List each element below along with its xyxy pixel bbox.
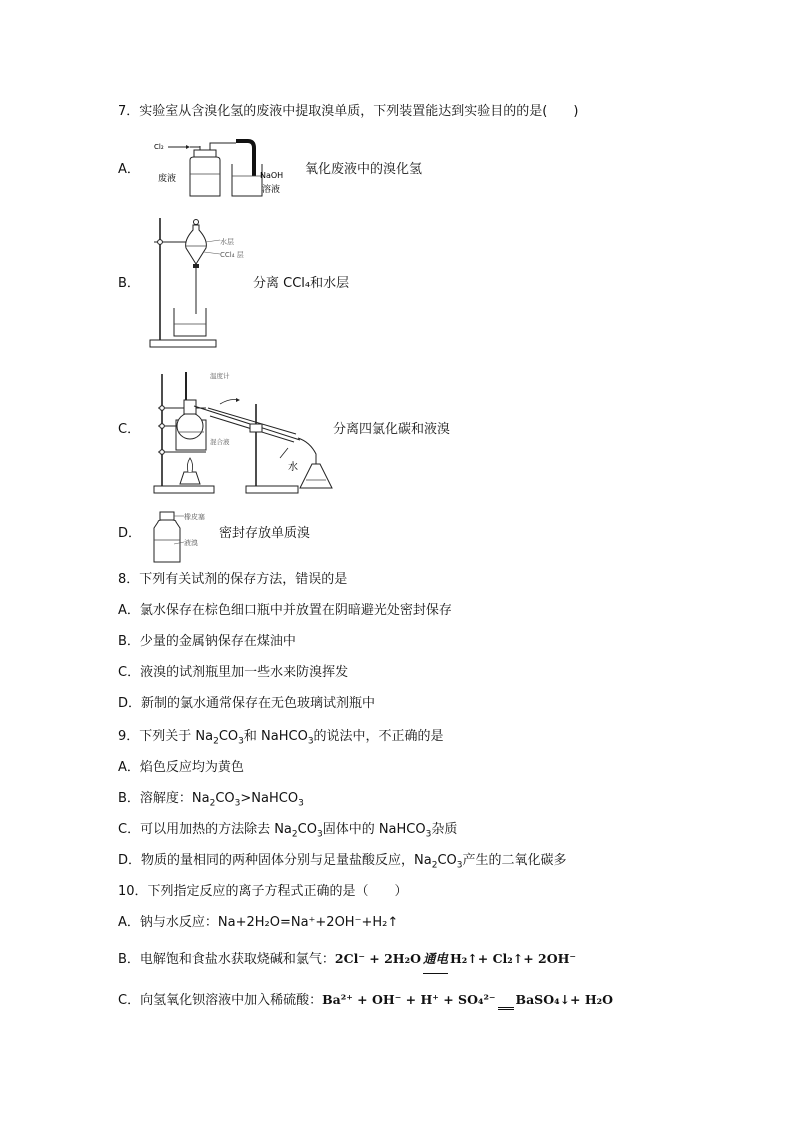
q9-option-c: C．可以用加热的方法除去 $Na_2CO_3$固体中的 NaHCO$_3$杂质 — [118, 822, 458, 840]
q7-option-c-caption: 分离四氯化碳和液溴 — [333, 422, 451, 437]
q7-option-d-caption: 密封存放单质溴 — [219, 526, 311, 541]
q10-option-b-eq-condition: 通电 — [423, 951, 448, 974]
q7-stem: 7．实验室从含溴化氢的废液中提取溴单质，下列装置能达到实验目的的是( ) — [118, 104, 579, 119]
distillation-apparatus-figure — [150, 368, 340, 498]
liquid-bromine-label: 液溴 — [184, 539, 198, 547]
q10-option-c-eq-right: BaSO₄↓+ H₂O — [515, 992, 614, 1007]
separatory-funnel-figure — [148, 218, 258, 350]
water-label: 水 — [288, 462, 298, 473]
reagent-bottle-figure — [152, 510, 212, 566]
solution-label: 溶液 — [262, 185, 281, 195]
q8-option-a: A．氯水保存在棕色细口瓶中并放置在阴暗避光处密封保存 — [118, 603, 452, 618]
gas-washing-apparatus-figure — [150, 136, 300, 202]
q7-option-b-caption: 分离 CCl₄和水层 — [253, 276, 350, 291]
q9-option-d: D．物质的量相同的两种固体分别与足量盐酸反应，$Na_2CO_3$产生的二氧化碳多 — [118, 853, 567, 871]
q7-option-b-letter: B． — [118, 276, 140, 291]
q7-option-d-letter: D． — [118, 526, 142, 541]
ccl4-layer-label: CCl₄ 层 — [220, 251, 244, 259]
cl2-label: Cl₂ — [154, 143, 164, 151]
q10-option-c-eq-sign — [498, 993, 514, 1010]
q8-option-b: B．少量的金属钠保存在煤油中 — [118, 634, 296, 649]
q8-stem: 8．下列有关试剂的保存方法，错误的是 — [118, 572, 348, 587]
q10-option-b-eq-right: H₂↑+ Cl₂↑+ 2OH⁻ — [449, 951, 577, 966]
water-layer-label: 水层 — [220, 238, 234, 246]
q10-option-c — [118, 992, 613, 1010]
waste-liquid-label: 废液 — [158, 174, 177, 184]
q10-option-c-text: C．向氢氧化钡溶液中加入稀硫酸： — [118, 993, 323, 1008]
q8-option-d: D．新制的氯水通常保存在无色玻璃试剂瓶中 — [118, 696, 376, 711]
mixture-label: 混合液 — [210, 438, 230, 446]
q10-option-a: A．钠与水反应：Na+2H₂O=Na⁺+2OH⁻+H₂↑ — [118, 915, 399, 930]
q7-option-a-letter: A． — [118, 162, 140, 177]
naoh-label: NaOH — [260, 171, 284, 180]
q9-stem: 9．下列关于 $Na_2CO_3$和 NaHCO$_3$的说法中，不正确的是 — [118, 729, 444, 747]
q10-option-b-eq-left: 2Cl⁻ + 2H₂O — [334, 951, 421, 966]
stopper-label: 橡皮塞 — [184, 513, 205, 521]
q9-option-b: B．溶解度：$Na_2CO_3>NaHCO_3$ — [118, 791, 304, 809]
q10-stem: 10．下列指定反应的离子方程式正确的是（ ） — [118, 884, 408, 899]
q7-option-a-caption: 氧化废液中的溴化氢 — [305, 162, 423, 177]
q10-option-b — [118, 951, 576, 974]
q10-option-c-eq-left: Ba²⁺ + OH⁻ + H⁺ + SO₄²⁻ — [322, 992, 496, 1007]
q10-option-b-text: B．电解饱和食盐水获取烧碱和氯气： — [118, 952, 335, 967]
q7-option-c-letter: C． — [118, 422, 141, 437]
q9-option-a: A．焰色反应均为黄色 — [118, 760, 244, 775]
thermometer-label: 温度计 — [210, 372, 230, 380]
q8-option-c: C．液溴的试剂瓶里加一些水来防溴挥发 — [118, 665, 349, 680]
